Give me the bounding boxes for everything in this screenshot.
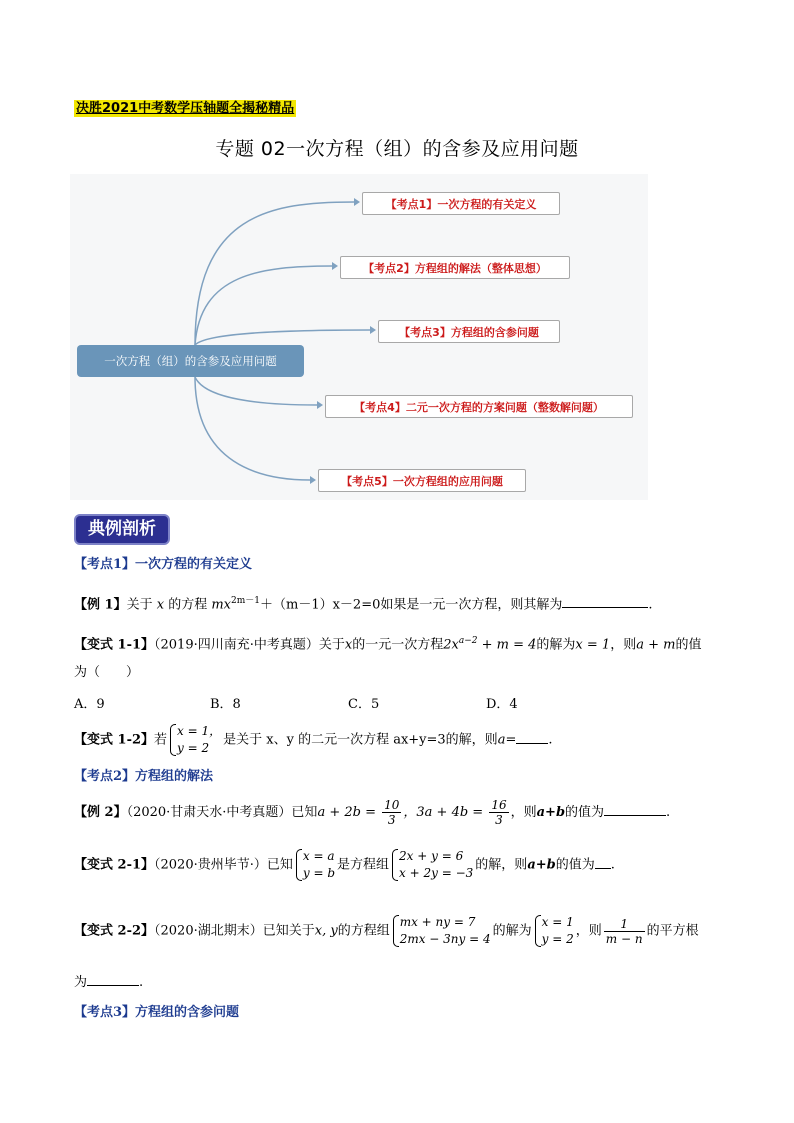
system-row: y = 2 <box>541 932 574 946</box>
numerator: 10 <box>384 798 400 812</box>
period: . <box>648 597 653 613</box>
period: . <box>139 975 144 990</box>
period: . <box>548 732 553 748</box>
variation-2-2-text: 的方程组 <box>337 923 390 939</box>
mind-map-connectors <box>70 174 648 500</box>
connector-4 <box>195 377 317 405</box>
equation-rest: + m = 4 <box>477 637 537 653</box>
connector-1 <box>195 202 354 345</box>
expression: a+b <box>536 805 566 820</box>
period: . <box>610 857 615 873</box>
equation-system <box>295 848 335 882</box>
equation: a + 2b = <box>317 805 381 820</box>
variation-1-1 <box>74 632 701 654</box>
equation-system <box>169 723 221 757</box>
choice-c: C．5 <box>348 697 380 712</box>
exponent: a−2 <box>458 636 478 646</box>
variation-2-1 <box>74 848 615 882</box>
variation-1-2-label: 【变式 1-2】 <box>74 732 155 748</box>
arrow-4 <box>317 401 323 409</box>
mind-map <box>70 174 648 500</box>
topic-1-heading: 【考点1】一次方程的有关定义 <box>74 557 253 572</box>
section-banner <box>74 514 170 545</box>
variation-1-2-text: 若 <box>154 732 168 748</box>
choice-a: A．9 <box>74 697 105 712</box>
arrow-3 <box>370 326 376 334</box>
mind-map-branch-2: 【考点2】方程组的解法（整体思想） <box>340 256 570 279</box>
equation-term: 2x <box>443 637 459 653</box>
variation-2-2 <box>74 914 699 948</box>
answer-blank <box>604 802 666 816</box>
example-1-text: ＋（m－1）x－2=0如果是一元一次方程，则其解为 <box>260 597 563 613</box>
numerator: 1 <box>604 917 645 932</box>
variation-2-1-text: 是方程组 <box>337 857 390 873</box>
period: . <box>666 805 671 820</box>
solution: x = 1 <box>575 637 611 653</box>
connector-3 <box>195 330 370 345</box>
arrow-2 <box>332 262 338 270</box>
system-row: 2mx − 3ny = 4 <box>399 932 491 946</box>
example-1-label: 【例 1】 <box>74 597 127 613</box>
choice-b: B．8 <box>210 697 241 712</box>
expression: a+b <box>527 857 556 873</box>
mind-map-branch-4: 【考点4】二元一次方程的方案问题（整数解问题） <box>325 395 633 418</box>
var-x: x <box>156 597 165 613</box>
mind-map-branch-5: 【考点5】一次方程组的应用问题 <box>318 469 526 492</box>
expression: a + m <box>636 637 676 653</box>
system-row: mx + ny = 7 <box>399 915 476 929</box>
variation-1-1-source: （2019·四川南充·中考真题）关于 <box>154 637 345 653</box>
variation-1-2 <box>74 723 552 757</box>
variation-2-2-text: 为 <box>74 975 88 990</box>
example-2-text: ，则 <box>510 805 537 820</box>
answer-blank <box>516 730 548 744</box>
variation-2-2-label: 【变式 2-2】 <box>74 923 155 939</box>
variation-1-1-text: 的解为 <box>536 637 576 653</box>
system-row: 2x + y = 6 <box>399 849 464 863</box>
variation-1-1-text: 的一元一次方程 <box>352 637 444 653</box>
a-equals: a= <box>497 732 517 748</box>
fraction <box>382 798 401 827</box>
answer-blank <box>562 594 648 608</box>
example-1 <box>74 592 653 614</box>
system-row: x = a <box>302 849 335 863</box>
equation-system <box>392 914 491 948</box>
example-1-text: 关于 <box>126 597 157 613</box>
choice-d: D．4 <box>486 697 518 712</box>
mind-map-root: 一次方程（组）的含参及应用问题 <box>77 345 304 377</box>
exponent: 2m－1 <box>231 596 260 606</box>
equation-system <box>534 914 574 948</box>
topic-2-heading: 【考点2】方程组的解法 <box>74 769 214 784</box>
variation-1-1-text: ，则 <box>610 637 637 653</box>
variation-2-2-text: 的平方根 <box>646 923 699 939</box>
equation-system <box>391 848 473 882</box>
system-row: x + 2y = −3 <box>399 866 474 880</box>
arrow-1 <box>354 198 360 206</box>
variation-2-2-text: 的解为 <box>492 923 532 939</box>
answer-blank <box>87 972 139 986</box>
variation-1-2-text: 是关于 x、y 的二元一次方程 ax+y=3的解，则 <box>223 732 498 748</box>
variation-2-2-source: （2020·湖北期末）已知关于 <box>154 923 315 939</box>
series-title: 决胜2021中考数学压轴题全揭秘精品 <box>76 101 295 116</box>
denominator: m − n <box>605 931 643 946</box>
variation-2-2-text: ，则 <box>575 923 602 939</box>
mind-map-branch-3: 【考点3】方程组的含参问题 <box>378 320 560 343</box>
arrow-5 <box>310 476 316 484</box>
fraction <box>604 917 645 946</box>
example-2-source: （2020·甘肃天水·中考真题）已知 <box>126 805 318 820</box>
numerator: 16 <box>491 798 507 812</box>
system-row: x = 1 <box>541 915 574 929</box>
variation-1-1-continued: 为（ ） <box>74 665 140 680</box>
example-2-text: 的值为 <box>565 805 605 820</box>
mind-map-branch-1: 【考点1】一次方程的有关定义 <box>362 192 560 215</box>
section-banner-label: 典例剖析 <box>88 519 156 539</box>
example-1-text: 的方程 <box>164 597 212 613</box>
equation: ，3a + 4b = <box>403 805 488 820</box>
system-row: x = 1， <box>177 724 222 738</box>
variation-1-1-label: 【变式 1-1】 <box>74 637 155 653</box>
term-mx: mx <box>211 597 231 613</box>
variation-1-1-text: 的值 <box>675 637 702 653</box>
denominator: 3 <box>387 813 396 827</box>
document-title: 专题 02一次方程（组）的含参及应用问题 <box>215 138 579 160</box>
answer-blank <box>595 855 611 869</box>
system-row: y = b <box>302 866 336 880</box>
var-x: x <box>344 637 353 653</box>
topic-3-heading: 【考点3】方程组的含参问题 <box>74 1005 240 1020</box>
fraction <box>489 798 508 827</box>
variation-2-1-text: 的值为 <box>555 857 595 873</box>
variation-2-1-text: 的解，则 <box>475 857 528 873</box>
system-row: y = 2 <box>177 741 210 755</box>
variation-2-1-source: （2020·贵州毕节·）已知 <box>154 857 293 873</box>
variables: x, y <box>314 923 338 939</box>
variation-2-1-label: 【变式 2-1】 <box>74 857 155 873</box>
variation-2-2-continued <box>74 972 143 992</box>
example-2 <box>74 798 670 827</box>
example-2-label: 【例 2】 <box>74 805 127 820</box>
denominator: 3 <box>495 813 503 827</box>
